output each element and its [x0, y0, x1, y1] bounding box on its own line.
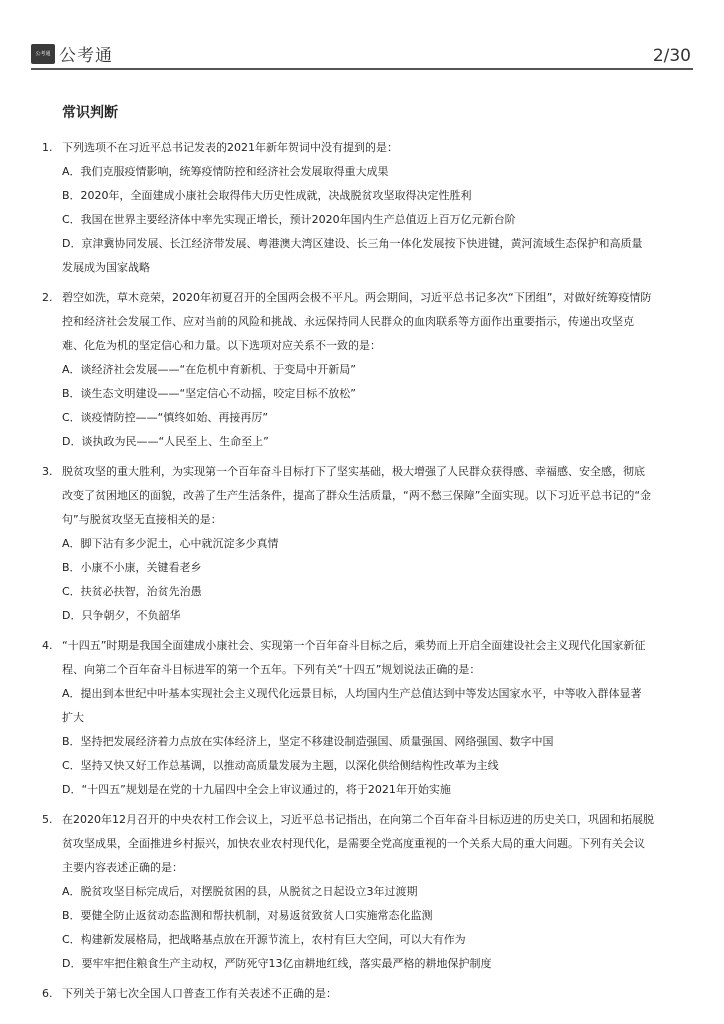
question-stem-text: 在2020年12月召开的中央农村工作会议上，习近平总书记指出，在向第二个百年奋斗目标迈进的历史关口，巩固和拓展脱	[62, 813, 654, 826]
header-divider	[31, 68, 693, 70]
page-header	[0, 0, 724, 70]
question-stem-line: 程、向第二个百年奋斗目标进军的第一个五年。下列有关“十四五”规划说法正确的是：	[62, 663, 481, 676]
question-stem	[0, 460, 724, 484]
answer-option: C．扶贫必扶智，治贫先治愚	[62, 585, 202, 598]
question-stem	[0, 136, 724, 160]
answer-option: C．坚持又快又好工作总基调，以推动高质量发展为主题，以深化供给侧结构性改革为主线	[62, 759, 499, 772]
question-number: 1.	[42, 141, 53, 154]
question-stem-line: 改变了贫困地区的面貌，改善了生产生活条件，提高了群众生活质量，“两不愁三保障”全面实现。以下习近平总书记的“金	[62, 489, 652, 502]
answer-option: D．京津冀协同发展、长江经济带发展、粤港澳大湾区建设、长三角一体化发展按下快进键，黄河流域生态保护和高质量	[62, 237, 643, 250]
question-stem-text: 下列选项不在习近平总书记发表的2021年新年贺词中没有提到的是：	[62, 141, 398, 154]
question-stem-text: “十四五”时期是我国全面建成小康社会、实现第一个百年奋斗目标之后，乘势而上开启全面建设社会主义现代化国家新征	[62, 639, 646, 652]
question-stem	[0, 634, 724, 658]
answer-option: C．谈疫情防控——“慎终如始、再接再厉”	[62, 411, 269, 424]
question-list	[0, 136, 724, 1006]
section-title: 常识判断	[62, 105, 118, 121]
question-stem-line: 控和经济社会发展工作、应对当前的风险和挑战、永远保持同人民群众的血肉联系等方面作出重要指示，传递出攻坚克	[62, 315, 634, 328]
question-number: 5.	[42, 813, 53, 826]
question-stem-line: 句”与脱贫攻坚无直接相关的是：	[62, 513, 222, 526]
answer-option: D．“十四五”规划是在党的十九届四中全会上审议通过的，将于2021年开始实施	[62, 783, 451, 796]
question-number: 2.	[42, 291, 53, 304]
question-5	[0, 808, 724, 976]
question-stem	[0, 982, 724, 1006]
answer-option: C．构建新发展格局，把战略基点放在开源节流上，农村有巨大空间，可以大有作为	[62, 933, 466, 946]
question-4	[0, 634, 724, 802]
question-1	[0, 136, 724, 280]
logo-text: 公考通	[59, 46, 113, 66]
question-stem-line: 主要内容表述正确的是：	[62, 861, 183, 874]
question-stem	[0, 286, 724, 310]
logo-badge-icon: 公考通	[31, 44, 55, 64]
question-stem-text: 脱贫攻坚的重大胜利，为实现第一个百年奋斗目标打下了坚实基础，极大增强了人民群众获得感、幸福感、安全感，彻底	[62, 465, 645, 478]
question-stem-text: 下列关于第七次全国人口普查工作有关表述不正确的是：	[62, 987, 337, 1000]
document-body	[0, 92, 724, 1006]
answer-option: B．要健全防止返贫动态监测和帮扶机制，对易返贫致贫人口实施常态化监测	[62, 909, 433, 922]
question-number: 6.	[42, 987, 53, 1000]
brand-logo	[31, 41, 113, 66]
answer-option: A．我们克服疫情影响，统筹疫情防控和经济社会发展取得重大成果	[62, 165, 389, 178]
answer-option: A．脚下沾有多少泥土，心中就沉淀多少真情	[62, 537, 279, 550]
answer-option: A．谈经济社会发展——“在危机中育新机、于变局中开新局”	[62, 363, 356, 376]
page-number: 2/30	[652, 46, 691, 66]
answer-option: 扩大	[62, 711, 84, 724]
question-number: 4.	[42, 639, 53, 652]
question-stem-text: 碧空如洗，草木竞荣，2020年初夏召开的全国两会极不平凡。两会期间，习近平总书记多次“下团组”，对做好统筹疫情防	[62, 291, 652, 304]
answer-option: A．脱贫攻坚目标完成后，对摆脱贫困的县，从脱贫之日起设立3年过渡期	[62, 885, 418, 898]
answer-option: C．我国在世界主要经济体中率先实现正增长，预计2020年国内生产总值迈上百万亿元新台阶	[62, 213, 516, 226]
answer-option: D．要牢牢把住粮食生产主动权，严防死守13亿亩耕地红线，落实最严格的耕地保护制度	[62, 957, 492, 970]
question-number: 3.	[42, 465, 53, 478]
question-stem-line: 贫攻坚成果，全面推进乡村振兴，加快农业农村现代化，是需要全党高度重视的一个关系大局的重大问题。下列有关会议	[62, 837, 645, 850]
answer-option: B．2020年，全面建成小康社会取得伟大历史性成就，决战脱贫攻坚取得决定性胜利	[62, 189, 472, 202]
question-2	[0, 286, 724, 454]
question-stem-line: 难、化危为机的坚定信心和力量。以下选项对应关系不一致的是：	[62, 339, 381, 352]
answer-option: D．谈执政为民——“人民至上、生命至上”	[62, 435, 269, 448]
answer-option: D．只争朝夕，不负韶华	[62, 609, 181, 622]
answer-option: A．提出到本世纪中叶基本实现社会主义现代化远景目标，人均国内生产总值达到中等发达国家水平，中等收入群体显著	[62, 687, 642, 700]
answer-option: B．谈生态文明建设——“坚定信心不动摇，咬定目标不放松”	[62, 387, 356, 400]
question-6	[0, 982, 724, 1006]
answer-option: B．坚持把发展经济着力点放在实体经济上，坚定不移建设制造强国、质量强国、网络强国、数字中国	[62, 735, 554, 748]
question-3	[0, 460, 724, 628]
answer-option: B．小康不小康，关键看老乡	[62, 561, 202, 574]
answer-option: 发展成为国家战略	[62, 261, 150, 274]
question-stem	[0, 808, 724, 832]
